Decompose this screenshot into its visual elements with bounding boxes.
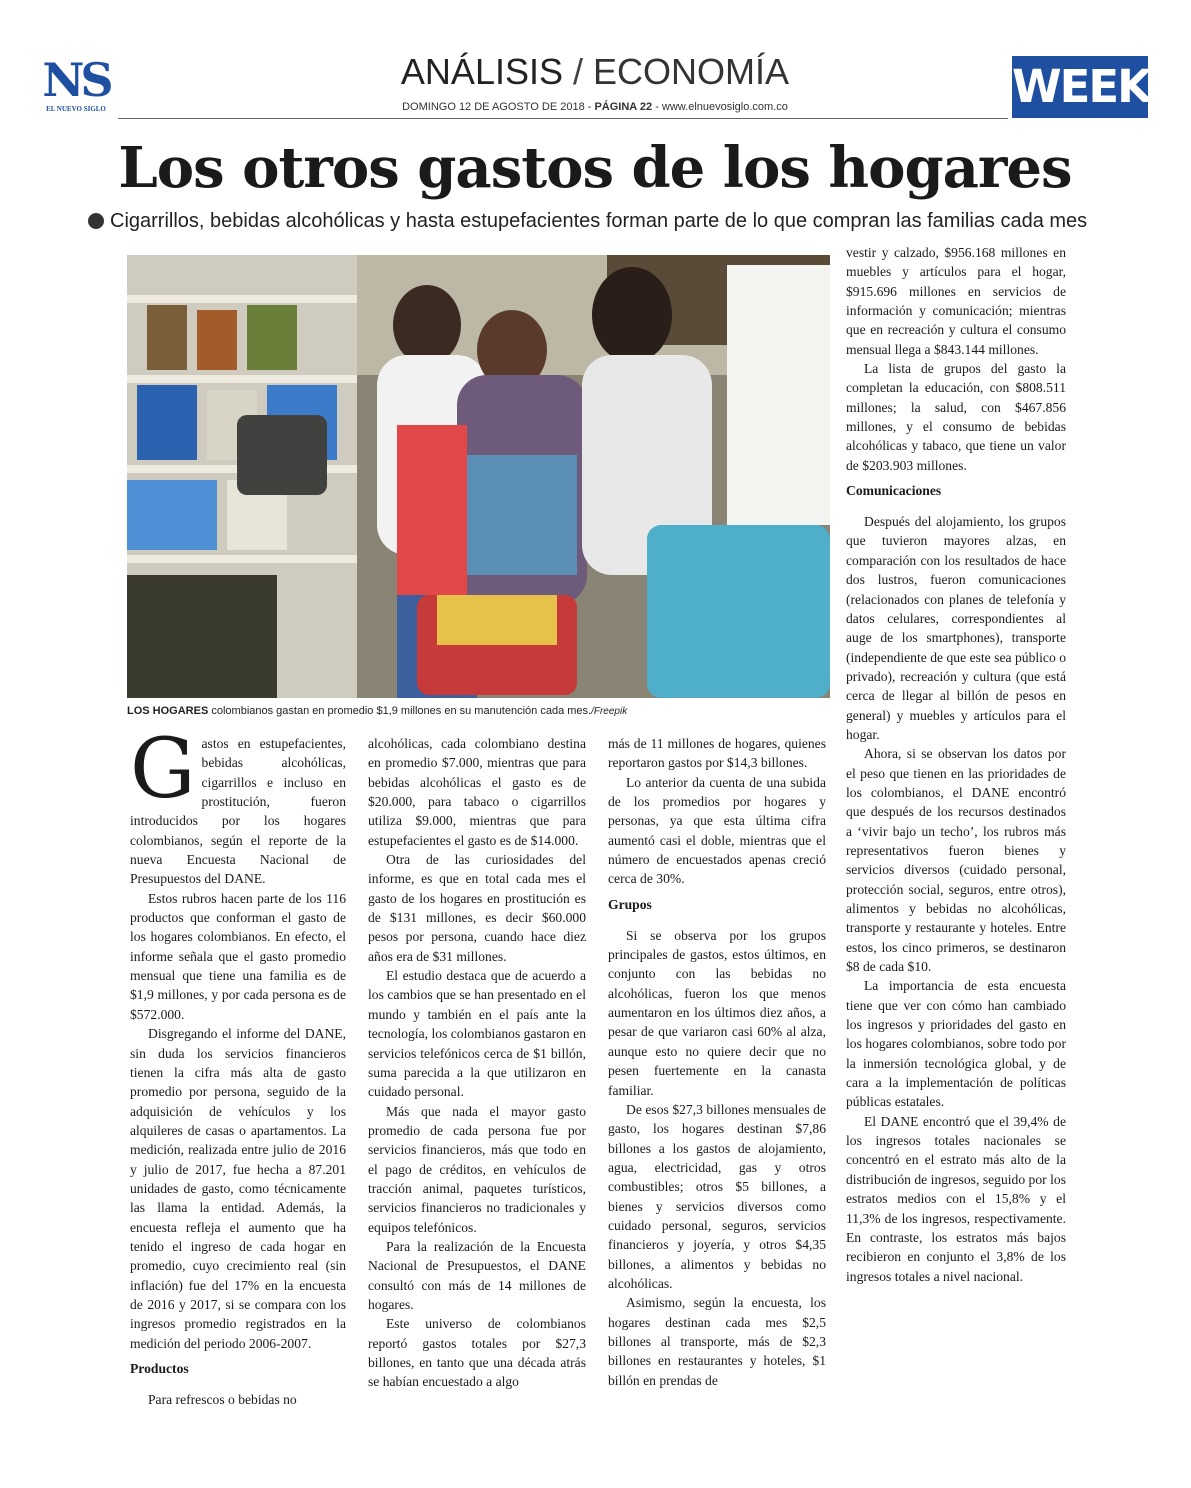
bullet-icon bbox=[88, 213, 104, 229]
article-column-1 bbox=[130, 722, 346, 1409]
photo-credit: /Freepik bbox=[591, 706, 628, 717]
deck-text: Cigarrillos, bebidas alcohólicas y hasta estupefacientes forman parte de lo que compran las familias cada mes bbox=[110, 210, 1088, 232]
subsection-label: ECONOMÍA bbox=[593, 51, 790, 92]
date-text: DOMINGO 12 DE AGOSTO DE 2018 - bbox=[402, 101, 595, 113]
newspaper-logo bbox=[42, 55, 110, 117]
site-url: - www.elnuevosiglo.com.co bbox=[652, 101, 788, 113]
paragraph: Disgregando el informe del DANE, sin duda los servicios financieros tienen la cifra más alta de gasto promedio por persona, seguido de la adquisición de vehículos y los alquileres de casas o apartamentos. La medición, realizada entre julio de 2016 y julio de 2017, fue hecha a 87.201 unidades de gasto, como técnicamente las llama la entidad. Además, la encuesta refleja el aumento que ha tenido el ingreso de cada hogar en promedio, cuyo crecimiento real (sin inflación) fue del 17% en la encuesta de 2016 y 2017, si se compara con los ingresos promedio registrados en la medición del periodo 2006-2007. bbox=[130, 1026, 346, 1351]
paragraph: vestir y calzado, $956.168 millones en muebles y artículos para el hogar, $915.696 millones en servicios de información y comunicación; mientras que en recreación y cultura el consumo mensual llega a $843.144 millones. bbox=[846, 245, 1066, 357]
paragraph: Si se observa por los grupos principales de gastos, estos últimos, en conjunto con las bebidas no alcohólicas, fueron los que menos aumentaron en los últimos diez años, a pesar de que variaron casi 60% al alza, aunque esto no quiere decir que no pesen fuertemente en la canasta familiar. bbox=[608, 927, 826, 1098]
subheading-grupos: Grupos bbox=[608, 896, 652, 912]
paragraph: Otra de las curiosidades del informe, es que en total cada mes el gasto de los hogares en prostitución es de $131 millones, es decir $60.000 pesos por persona, cuando hace diez años era de $31 millones. bbox=[368, 852, 586, 964]
paragraph: Para la realización de la Encuesta Nacional de Presupuestos, el DANE consultó con más de 14 millones de hogares. bbox=[368, 1238, 586, 1312]
caption-lead: LOS HOGARES bbox=[127, 705, 209, 717]
deck bbox=[88, 206, 1148, 236]
section-title bbox=[300, 50, 890, 94]
subheading-productos: Productos bbox=[130, 1361, 189, 1376]
section-separator: / bbox=[573, 51, 584, 92]
page-number: PÁGINA 22 bbox=[594, 101, 653, 113]
logo-mark: NS bbox=[42, 53, 110, 107]
article-column-4 bbox=[846, 243, 1066, 1286]
subheading-comunicaciones: Comunicaciones bbox=[846, 483, 942, 499]
paragraph: Este universo de colombianos reportó gastos totales por $27,3 billones, en tanto que una década atrás se habían encuestado a algo bbox=[368, 1316, 586, 1390]
paragraph: El DANE encontró que el 39,4% de los ingresos totales nacionales se concentró en el estrato más alto de la distribución de ingresos, seguido por los estratos medios con el 15,8% y el 11,3% de los ingresos, respectivamente. En contraste, los estratos más bajos recibieron en conjunto el 3,8% de los ingresos totales a nivel nacional. bbox=[846, 1113, 1066, 1284]
paragraph: Más que nada el mayor gasto promedio de cada persona fue por servicios financieros, más que todo en el pago de créditos, en vehículos de tracción animal, paquetes turísticos, servicios financieros no tradicionales y equipos telefónicos. bbox=[368, 1103, 586, 1235]
masthead-rule bbox=[118, 118, 1008, 119]
drop-cap: G bbox=[130, 722, 196, 817]
paragraph: El estudio destaca que de acuerdo a los cambios que se han presentado en el mundo y también en el país ante la tecnología, los colombianos gastaron en servicios telefónicos cerca de $1 billón, suma parecida a la que utilizaron en cuidado personal. bbox=[368, 968, 586, 1100]
week-badge: WEEK bbox=[1012, 56, 1148, 118]
photo-caption bbox=[127, 702, 830, 720]
paragraph: más de 11 millones de hogares, quienes reportaron gastos por $14,3 billones. bbox=[608, 736, 826, 771]
logo-subtitle: EL NUEVO SIGLO bbox=[46, 105, 106, 113]
paragraph: La importancia de esta encuesta tiene que ver con cómo han cambiado los ingresos y prioridades del gasto en los hogares colombianos, sobre todo por la inmersión tecnológica global, y de cara a la implementación de políticas públicas estatales. bbox=[846, 978, 1066, 1110]
paragraph-text: astos en estupefacientes, bebidas alcohólicas, cigarrillos e incluso en prostitución, fueron introducidos por los hogares colombianos, según el reporte de la nueva Encuesta Nacional de Presupuestos del DANE. bbox=[130, 736, 346, 887]
paragraph: Después del alojamiento, los grupos que tuvieron mayores alzas, en comparación con los resultados de hace dos lustros, fueron comunicaciones (relacionados con planes de telefonía y datos celulares, correspondientes al auge de los smartphones), transporte (independiente de que este sea público o privado), recreación y cultura (que está cerca de llegar al billón de pesos en general) y muebles y artículos para el hogar. bbox=[846, 514, 1066, 742]
paragraph: Para refrescos o bebidas no bbox=[148, 1392, 297, 1407]
headline: Los otros gastos de los hogares bbox=[118, 135, 1072, 201]
section-label: ANÁLISIS bbox=[400, 51, 563, 92]
paragraph bbox=[130, 722, 346, 889]
article-column-3 bbox=[608, 734, 826, 1390]
paragraph: alcohólicas, cada colombiano destina en promedio $7.000, mientras que para bebidas alcohólicas el gasto es de $20.000, para tabaco o cigarrillos utiliza $9.000, mientras que para estupefacientes el gasto es de $14.000. bbox=[368, 736, 586, 848]
paragraph: Estos rubros hacen parte de los 116 productos que conforman el gasto de los hogares colombianos. En efecto, el informe señala que el gasto promedio mensual que tiene una familia es de $1,9 millones, y por cada persona es de $572.000. bbox=[130, 890, 346, 1022]
article-column-2 bbox=[368, 734, 586, 1392]
caption-text: colombianos gastan en promedio $1,9 millones en su manutención cada mes. bbox=[208, 705, 592, 717]
article-photo bbox=[127, 255, 830, 698]
paragraph: La lista de grupos del gasto la completan la educación, con $808.511 millones; la salud, con $467.856 millones, y el consumo de bebidas alcohólicas y tabaco, que tiene un valor de $203.903 millones. bbox=[846, 361, 1066, 473]
paragraph: Lo anterior da cuenta de una subida de los promedios por hogares y personas, ya que esta última cifra aumentó casi el doble, mientras que el número de encuestados apenas creció cerca de 30%. bbox=[608, 774, 826, 887]
paragraph: Ahora, si se observan los datos por el peso que tienen en las prioridades de los colombianos, el DANE encontró que después de los recursos destinados a ‘vivir bajo un techo’, los rubros más representativos fueron bienes y servicios diversos (cuidado personal, protección social, seguros, entre otros), alimentos y bebidas no alcohólicas, transporte y restaurante y hoteles. Entre estos, los cinco primeros, se destinaron $8 de cada $10. bbox=[846, 746, 1066, 975]
photo-illustration bbox=[127, 255, 830, 698]
paragraph: De esos $27,3 billones mensuales de gasto, los hogares destinan $7,86 billones a los gastos de alojamiento, agua, electricidad, gas y otros combustibles; otros $5 billones, a bienes y servicios diversos como cuidado personal, seguros, servicios financieros y joyería, y otros $4,35 billones, a alimentos y bebidas no alcohólicas. bbox=[608, 1101, 826, 1291]
dateline bbox=[300, 99, 890, 115]
paragraph: Asimismo, según la encuesta, los hogares destinan cada mes $2,5 billones al transporte, más de $2,3 billones en restaurantes y hoteles, $1 billón en prendas de bbox=[608, 1295, 826, 1388]
